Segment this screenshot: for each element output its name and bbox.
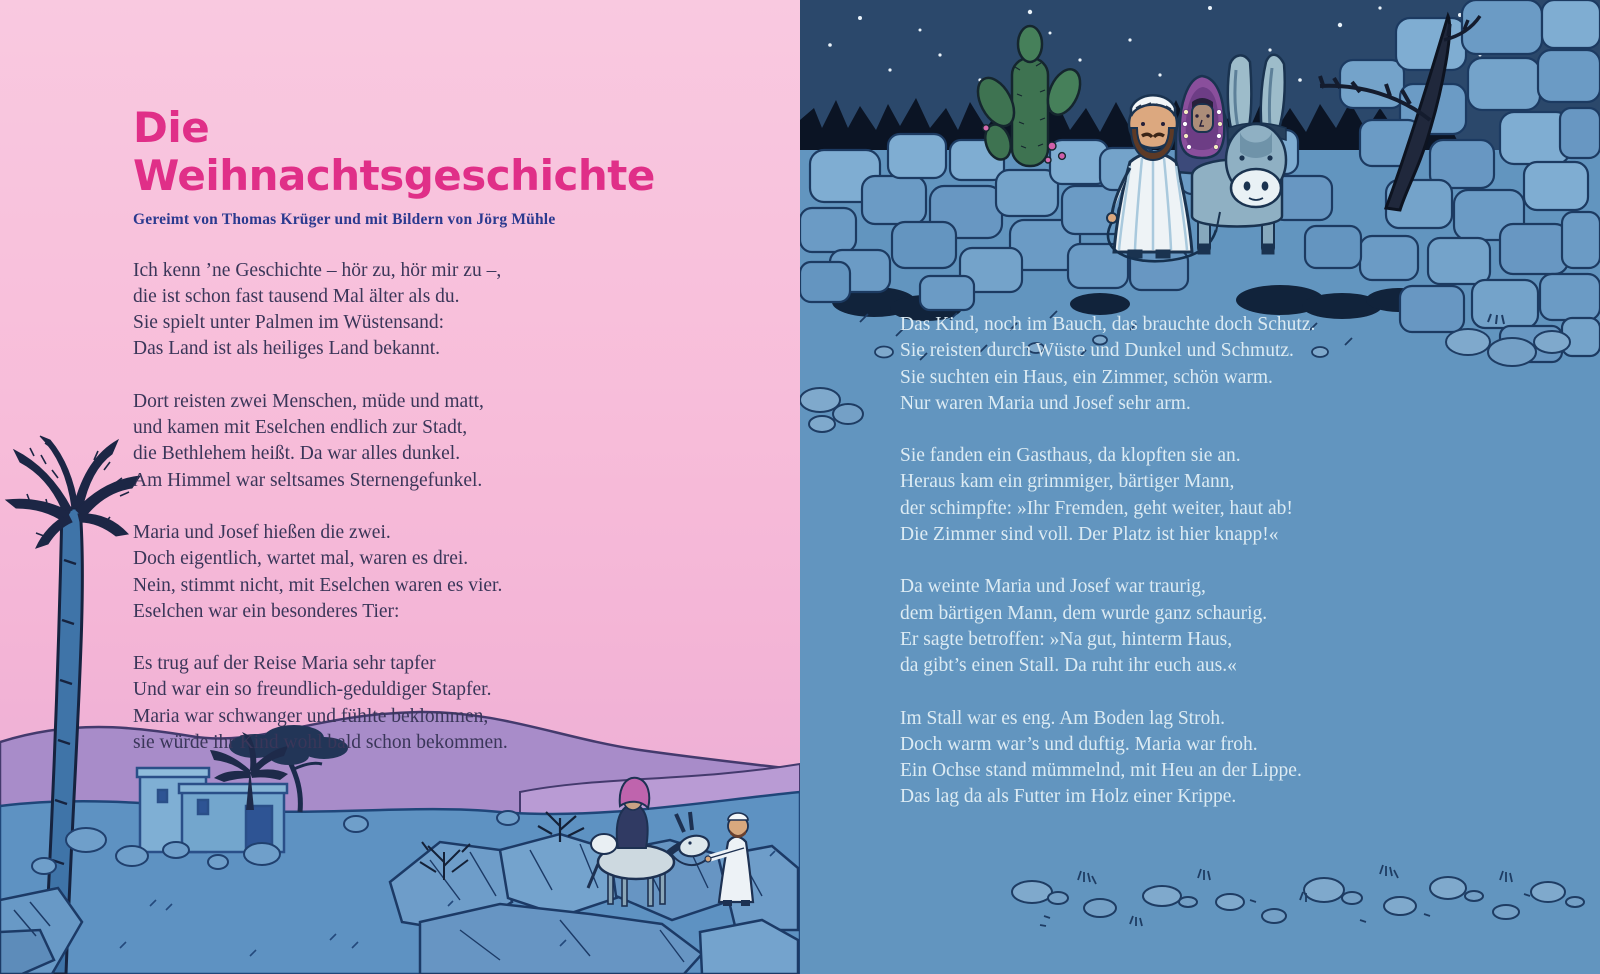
poem-line: Maria und Josef hießen die zwei.: [133, 521, 391, 543]
poem-line: sie würde ihr Kind wohl bald schon bekommen.: [133, 732, 508, 754]
stanza: [133, 520, 713, 625]
poem-line: Maria war schwanger und fühlte beklommen,: [133, 705, 489, 727]
poem-line: Doch eigentlich, wartet mal, waren es drei.: [133, 548, 469, 570]
right-text-block: [900, 312, 1520, 837]
poem-line: die Bethlehem heißt. Da war alles dunkel.: [133, 443, 461, 465]
poem-line: Sie fanden ein Gasthaus, da klopften sie an.: [900, 445, 1241, 467]
stanza: [133, 389, 713, 494]
stanza: [900, 706, 1520, 811]
poem-left: [133, 258, 713, 757]
stanza: [900, 312, 1520, 417]
poem-line: Das Land ist als heiliges Land bekannt.: [133, 338, 441, 360]
poem-line: die ist schon fast tausend Mal älter als du.: [133, 285, 460, 307]
poem-line: Es trug auf der Reise Maria sehr tapfer: [133, 653, 436, 675]
poem-line: Dort reisten zwei Menschen, müde und matt,: [133, 390, 484, 412]
byline: Gereimt von Thomas Krüger und mit Bildern von Jörg Mühle: [133, 210, 556, 228]
poem-line: Doch warm war’s und duftig. Maria war froh.: [900, 733, 1258, 755]
poem-line: Sie reisten durch Wüste und Dunkel und Schmutz.: [900, 340, 1294, 362]
left-text-block: [133, 104, 713, 782]
stanza: [900, 574, 1520, 679]
poem-line: Und war ein so freundlich-geduldiger Stapfer.: [133, 679, 492, 701]
right-page: [800, 0, 1600, 974]
poem-line: Er sagte betroffen: »Na gut, hinterm Haus,: [900, 628, 1233, 650]
stanza: [133, 651, 713, 756]
poem-line: da gibt’s einen Stall. Da ruht ihr euch aus.«: [900, 655, 1237, 677]
poem-line: der schimpfte: »Ihr Fremden, geht weiter, haut ab!: [900, 497, 1293, 519]
poem-line: Im Stall war es eng. Am Boden lag Stroh.: [900, 707, 1225, 729]
poem-line: Das Kind, noch im Bauch, das brauchte doch Schutz.: [900, 314, 1316, 335]
poem-line: Ich kenn ’ne Geschichte – hör zu, hör mir zu –,: [133, 259, 502, 281]
poem-line: Das lag da als Futter im Holz einer Krippe.: [900, 786, 1237, 808]
poem-line: Ein Ochse stand mümmelnd, mit Heu an der Lippe.: [900, 760, 1302, 782]
poem-line: Sie suchten ein Haus, ein Zimmer, schön warm.: [900, 366, 1273, 388]
poem-line: und kamen mit Eselchen endlich zur Stadt,: [133, 417, 468, 439]
poem-line: Eselchen war ein besonderes Tier:: [133, 600, 400, 622]
stanza: [900, 443, 1520, 548]
stanza: [133, 258, 713, 363]
page-title: Die Weihnachtsgeschichte: [133, 103, 655, 201]
poem-line: Nur waren Maria und Josef sehr arm.: [900, 392, 1191, 414]
poem-line: Sie spielt unter Palmen im Wüstensand:: [133, 312, 445, 334]
poem-line: Heraus kam ein grimmiger, bärtiger Mann,: [900, 471, 1235, 493]
poem-line: Am Himmel war seltsames Sternengefunkel.: [133, 469, 483, 491]
poem-line: Nein, stimmt nicht, mit Eselchen waren es vier.: [133, 574, 503, 596]
poem-line: Die Zimmer sind voll. Der Platz ist hier knapp!«: [900, 524, 1279, 546]
poem-line: Da weinte Maria und Josef war traurig,: [900, 576, 1206, 598]
poem-line: dem bärtigen Mann, dem wurde ganz schaurig.: [900, 602, 1268, 624]
